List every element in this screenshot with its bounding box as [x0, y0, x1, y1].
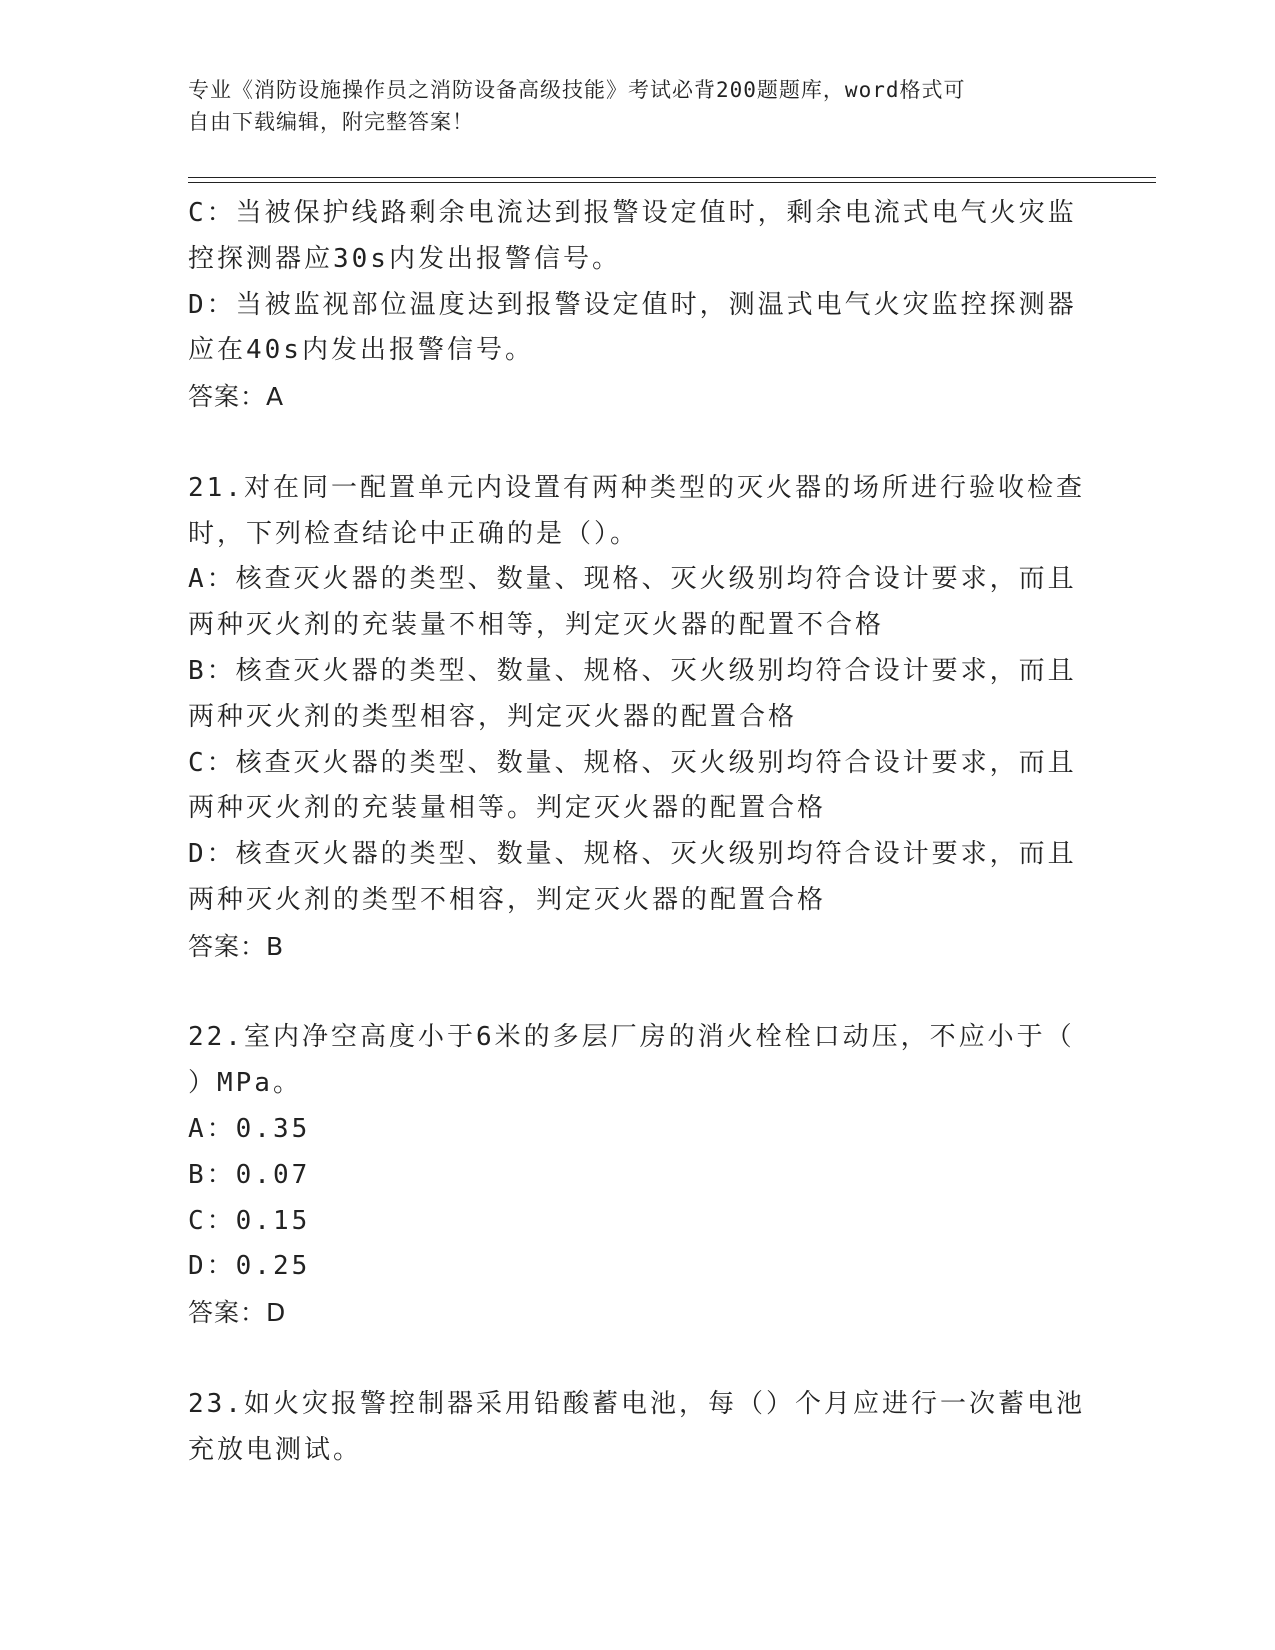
option-d-line: D：0.25: [188, 1251, 311, 1282]
option-c-line: C：当被保护线路剩余电流达到报警设定值时，剩余电流式电气火灾监: [188, 198, 1077, 228]
option-c-line: C：核查灭火器的类型、数量、规格、灭火级别均符合设计要求，而且: [188, 747, 1077, 778]
question-stem-line: 22.室内净空高度小于6米的多层厂房的消火栓栓口动压，不应小于（: [188, 1022, 1075, 1053]
answer-label: 答案：A: [188, 382, 285, 412]
question-22: [188, 1015, 1088, 1336]
question-spacer: [188, 970, 1088, 1016]
question-23: [188, 1382, 1088, 1474]
option-d-line: D：核查灭火器的类型、数量、规格、灭火级别均符合设计要求，而且: [188, 839, 1077, 870]
option-b-line: B：0.07: [188, 1159, 311, 1190]
question-spacer: [188, 1336, 1088, 1382]
answer-label: 答案：D: [188, 1298, 287, 1328]
option-d-line: D：当被监视部位温度达到报警设定值时，测温式电气火灾监控探测器: [188, 289, 1077, 320]
question-stem-line: ）MPa。: [188, 1068, 302, 1099]
option-c-line: 两种灭火剂的充装量相等。判定灭火器的配置合格: [188, 793, 827, 824]
question-20-tail: [188, 191, 1088, 420]
option-a-line: A：核查灭火器的类型、数量、现格、灭火级别均符合设计要求，而且: [188, 564, 1077, 595]
answer-label: 答案：B: [188, 931, 285, 961]
option-c-line: C：0.15: [188, 1205, 311, 1236]
header-divider-top: [188, 177, 1156, 178]
header-title-line-1: 专业《消防设施操作员之消防设备高级技能》考试必背200题题库，word格式可: [188, 78, 966, 102]
question-stem-line: 时，下列检查结论中正确的是（）。: [188, 518, 640, 549]
header-title-line-2: 自由下载编辑，附完整答案！: [188, 110, 474, 134]
option-d-line: 两种灭火剂的类型不相容，判定灭火器的配置合格: [188, 884, 827, 915]
option-a-line: A：0.35: [188, 1113, 311, 1144]
question-spacer: [188, 420, 1088, 466]
question-21: [188, 466, 1088, 970]
option-d-line: 应在40s内发出报警信号。: [188, 335, 534, 366]
option-c-line: 控探测器应30s内发出报警信号。: [188, 243, 621, 274]
question-stem-line: 充放电测试。: [188, 1434, 363, 1465]
question-content: [188, 191, 1088, 1473]
document-header: [188, 74, 1068, 138]
option-b-line: B：核查灭火器的类型、数量、规格、灭火级别均符合设计要求，而且: [188, 655, 1077, 686]
header-divider-bottom: [188, 182, 1156, 183]
question-stem-line: 23.如火灾报警控制器采用铅酸蓄电池，每（）个月应进行一次蓄电池: [188, 1388, 1085, 1419]
option-a-line: 两种灭火剂的充装量不相等，判定灭火器的配置不合格: [188, 610, 885, 641]
option-b-line: 两种灭火剂的类型相容，判定灭火器的配置合格: [188, 701, 798, 732]
question-stem-line: 21.对在同一配置单元内设置有两种类型的灭火器的场所进行验收检查: [188, 472, 1085, 503]
